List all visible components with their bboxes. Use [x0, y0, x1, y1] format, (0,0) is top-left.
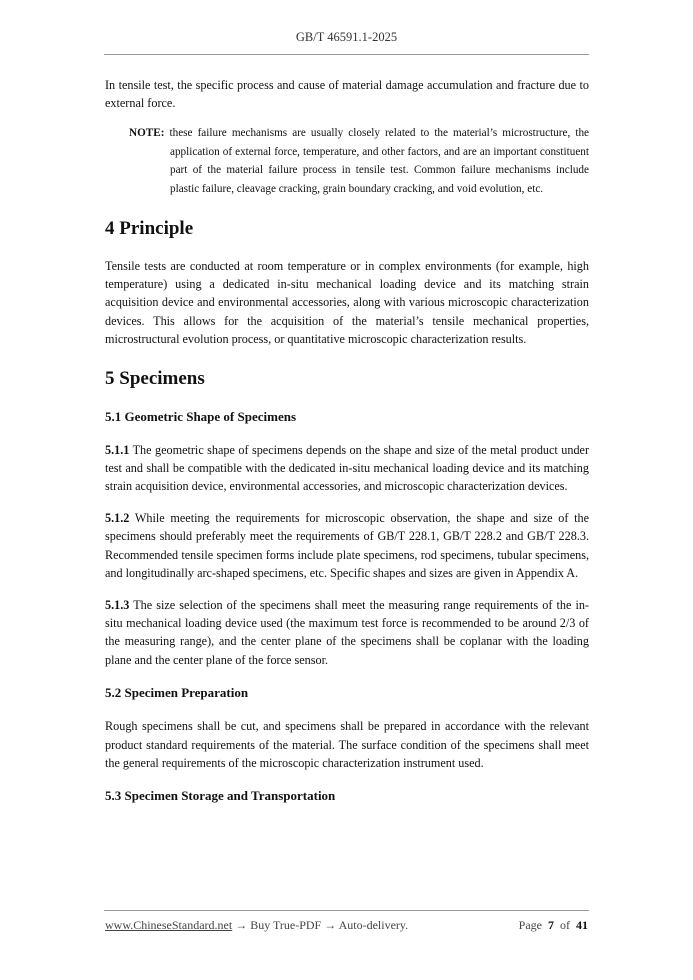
site-link[interactable]: www.ChineseStandard.net [105, 918, 233, 932]
page-content [105, 76, 589, 806]
footer-promo [105, 918, 408, 933]
footer-divider [104, 910, 589, 911]
intro-paragraph: In tensile test, the specific process and cause of material damage accumulation and fracture due to external force. [105, 78, 589, 111]
page-total: 41 [576, 918, 588, 932]
page-number: Page 7 of 41 [518, 918, 588, 932]
note-block [129, 124, 589, 199]
clause-5-1-3 [105, 596, 589, 670]
page-current: 7 [548, 918, 554, 932]
clause-text: The size selection of the specimens shall meet the measuring range requirements of the in-situ mechanical loading device used (the maximum test force is recommended to be around 2/3 of the measuring range), and the center plane of the specimens shall be coplanar with the loading plane and the center plane of the force sensor. [105, 597, 589, 667]
clause-number: 5.1.1 [105, 442, 130, 457]
clause-number: 5.1.2 [105, 510, 130, 525]
note-text: these failure mechanisms are usually closely related to the material’s microstructure, the application of external force, temperature, and other factors, and are an important constituent part of the material failure process in tensile test. Common failure mechanisms include plastic failure, cleavage cracking, grain boundary cracking, and void evolution, etc. [169, 126, 590, 195]
section-5-heading: 5 Specimens [105, 367, 205, 389]
page-header: GB/T 46591.1-2025 [295, 30, 398, 44]
section-5-2-heading: 5.2 Specimen Preparation [105, 685, 249, 701]
section-5-2-paragraph: Rough specimens shall be cut, and specimens shall be prepared in accordance with the relevant product standard requirements of the material. The surface condition of the specimens shall meet the general requirements of the microscopic characterization instrument used. [105, 719, 589, 770]
page-footer [105, 918, 588, 933]
note-label: NOTE: [129, 126, 165, 139]
header-divider [104, 54, 589, 55]
clause-number: 5.1.3 [105, 597, 130, 612]
section-5-1-heading: 5.1 Geometric Shape of Specimens [105, 408, 297, 424]
arrow-icon: → [235, 918, 248, 932]
arrow-icon: → [324, 918, 337, 932]
buy-text: Buy True-PDF [250, 918, 322, 932]
clause-text: The geometric shape of specimens depends on the shape and size of the metal product under test and shall be compatible with the dedicated in-situ mechanical loading device and its matching strain acquisition device, environmental accessories, and microscopic characterization devices. [105, 442, 590, 494]
section-4-heading: 4 Principle [105, 217, 194, 239]
clause-5-1-1 [105, 441, 589, 496]
delivery-text: Auto-delivery. [338, 918, 409, 932]
clause-5-1-2 [105, 509, 589, 583]
clause-text: While meeting the requirements for microscopic observation, the shape and size of the specimens should preferably meet the requirements of GB/T 228.1, GB/T 228.2 and GB/T 228.3. Recommended tensile specimen forms include plate specimens, rod specimens, tubular specimens, and longitudinally arc-shaped specimens, etc. Specific shapes and sizes are given in Appendix A. [105, 510, 589, 581]
section-5-3-heading: 5.3 Specimen Storage and Transportation [105, 788, 336, 804]
section-4-paragraph: Tensile tests are conducted at room temperature or in complex environments (for example, high temperature) using a dedicated in-situ mechanical loading device and its matching strain acquisition device and environmental accessories, along with various microscopic characterization devices. This allows for the acquisition of the material’s tensile mechanical properties, microstructural evolution process, or quantitative microscopic characterization results. [105, 258, 589, 347]
